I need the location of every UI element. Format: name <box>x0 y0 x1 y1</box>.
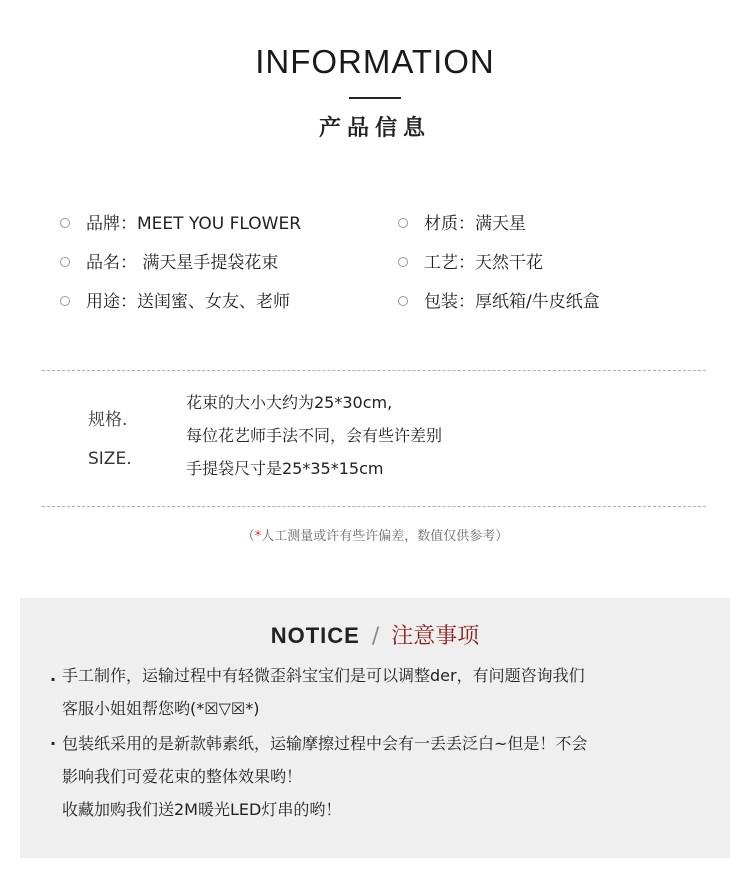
measurement-note <box>0 527 750 547</box>
notice-heading <box>0 620 750 654</box>
spec-usage <box>60 288 290 316</box>
notice-slash: / <box>371 624 380 649</box>
size-line-3: 手提袋尺寸是25*35*15cm <box>186 459 384 478</box>
note-text: 人工测量或许有些许偏差，数值仅供参考） <box>261 529 509 544</box>
spec-craft <box>398 249 543 277</box>
size-line-1: 花束的大小大约为25*30cm, <box>186 393 393 412</box>
spec-craft-text: 工艺：天然干花 <box>424 253 543 273</box>
size-line-2: 每位花艺师手法不同，会有些许差别 <box>186 426 443 445</box>
notice-title-en: NOTICE <box>270 623 360 648</box>
notice-title-cn: 注意事项 <box>391 624 480 649</box>
spec-usage-text: 用途：送闺蜜、女友、老师 <box>86 292 290 312</box>
size-label-cn: 规格. <box>88 410 128 430</box>
circle-bullet-icon <box>398 296 408 306</box>
circle-bullet-icon <box>60 218 70 228</box>
spec-brand-text: 品牌：MEET YOU FLOWER <box>86 214 302 234</box>
title-underline <box>349 97 401 99</box>
spec-package-text: 包装：厚纸箱/牛皮纸盒 <box>424 292 600 312</box>
size-label-en: SIZE. <box>88 449 132 469</box>
notice-item-2-line-2: 影响我们可爱花束的整体效果哟！ <box>62 767 303 786</box>
page-title: INFORMATION <box>255 43 495 80</box>
circle-bullet-icon <box>398 218 408 228</box>
spec-brand <box>60 210 301 238</box>
circle-bullet-icon <box>398 257 408 267</box>
notice-item-2-line-3: 收藏加购我们送2M暖光LED灯串的哟！ <box>62 800 342 819</box>
spec-name-text: 品名： 满天星手提袋花束 <box>86 253 279 273</box>
notice-bullet-1: . <box>50 666 57 685</box>
circle-bullet-icon <box>60 296 70 306</box>
notice-bullet-2: · <box>50 734 57 753</box>
spec-package <box>398 288 600 316</box>
notice-item-1-line-2: 客服小姐姐帮您哟(*☒▽☒*) <box>62 699 260 718</box>
note-open-paren: （ <box>241 529 255 544</box>
dashed-divider-top <box>42 370 706 371</box>
spec-material <box>398 210 526 238</box>
notice-item-1-line-1: 手工制作，运输过程中有轻微歪斜宝宝们是可以调整der，有问题咨询我们 <box>62 666 585 685</box>
dashed-divider-bottom <box>42 506 706 507</box>
note-star: * <box>254 529 262 544</box>
notice-item-2-line-1: 包装纸采用的是新款韩素纸，运输摩擦过程中会有一丢丢泛白~但是！不会 <box>62 734 588 753</box>
circle-bullet-icon <box>60 257 70 267</box>
page-subtitle: 产品信息 <box>318 116 431 141</box>
spec-material-text: 材质：满天星 <box>424 214 526 234</box>
spec-name <box>60 249 278 277</box>
